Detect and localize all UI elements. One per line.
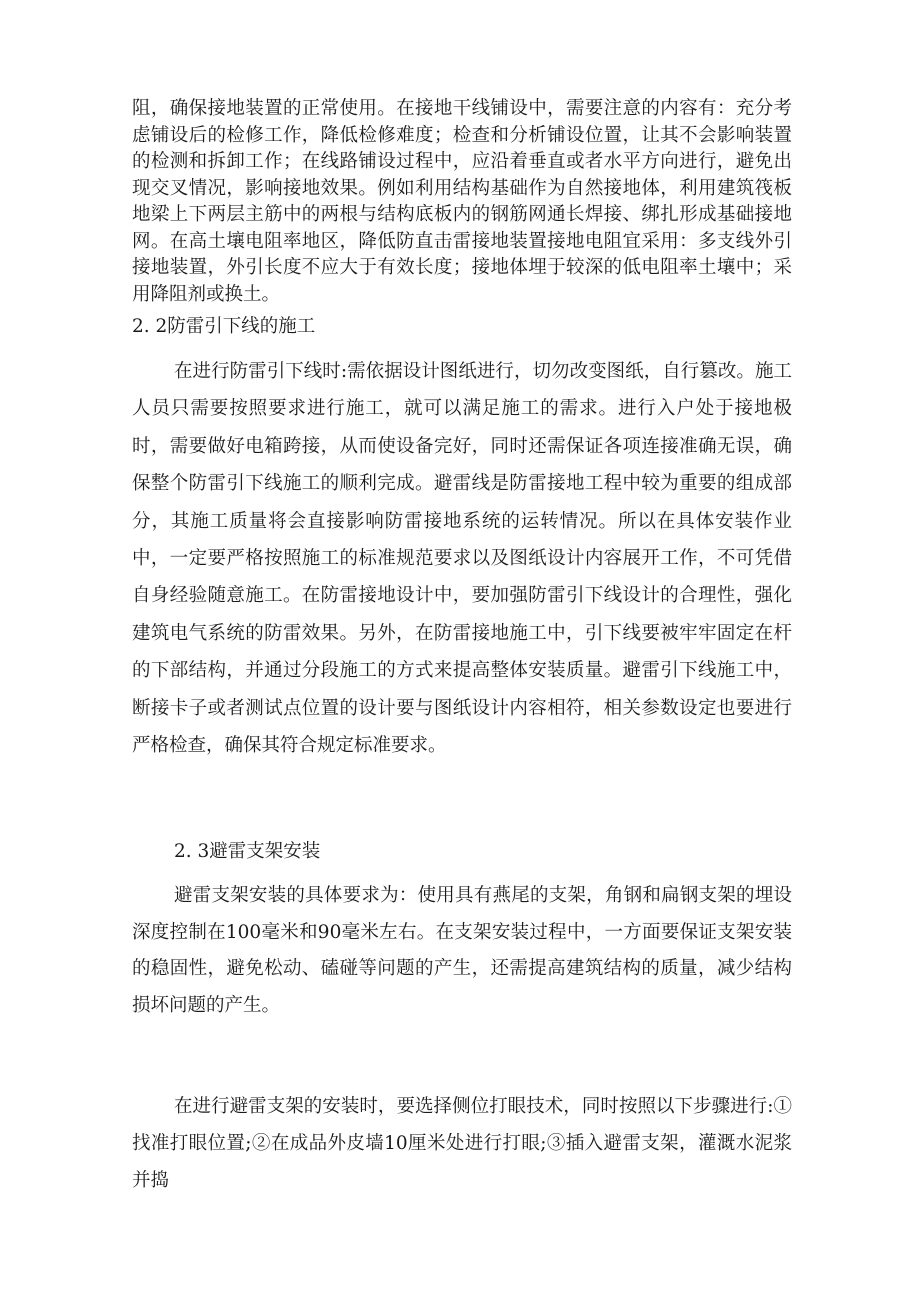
paragraph-bracket-installation-steps: 在进行避雷支架的安装时，要选择侧位打眼技术，同时按照以下步骤进行:①找准打眼位置;②在成品外皮墙10厘米处进行打眼;③插入避雷支架，灌溉水泥浆并捣 (132, 1096, 792, 1191)
section-heading-2-2: 2. 2防雷引下线的施工 (132, 316, 316, 337)
section-heading-2-3: 2. 3避雷支架安装 (174, 841, 321, 862)
paragraph-bracket-requirements: 避雷支架安装的具体要求为：使用具有燕尾的支架，角钢和扁钢支架的埋设深度控制在100毫米和90毫米左右。在支架安装过程中，一方面要保证支架安装的稳固性，避免松动、磕碰等问题的产生，还需提高建筑结构的质量，减少结构损坏问题的产生。 (132, 885, 792, 1016)
paragraph-down-conductor-construction: 在进行防雷引下线时:需依据设计图纸进行，切勿改变图纸，自行篡改。施工人员只需要按照要求进行施工，就可以满足施工的需求。进行入户处于接地极时，需要做好电箱跨接，从而使设备完好，同时还需保证各项连接准确无误，确保整个防雷引下线施工的顺利完成。避雷线是防雷接地工程中较为重要的组成部分，其施工质量将会直接影响防雷接地系统的运转情况。所以在具体安装作业中，一定要严格按照施工的标准规范要求以及图纸设计内容展开工作，不可凭借自身经验随意施工。在防雷接地设计中，要加强防雷引下线设计的合理性，强化建筑电气系统的防雷效果。另外，在防雷接地施工中，引下线要被牢牢固定在杆的下部结构，并通过分段施工的方式来提高整体安装质量。避雷引下线施工中，断接卡子或者测试点位置的设计要与图纸设计内容相符，相关参数设定也要进行严格检查，确保其符合规定标准要求。 (132, 361, 792, 757)
paragraph-grounding-trunk-line: 阻，确保接地装置的正常使用。在接地干线铺设中，需要注意的内容有：充分考虑铺设后的检修工作，降低检修难度；检查和分析铺设位置，让其不会影响装置的检测和拆卸工作；在线路铺设过程中，应沿着垂直或者水平方向进行，避免出现交叉情况，影响接地效果。例如利用结构基础作为自然接地体，利用建筑筏板地梁上下两层主筋中的两根与结构底板内的钢筋网通长焊接、绑扎形成基础接地网。在高土壤电阻率地区，降低防直击雷接地装置接地电阻宜采用：多支线外引接地装置，外引长度不应大于有效长度；接地体埋于较深的低电阻率土壤中；采用降阻剂或换土。 (132, 98, 792, 305)
